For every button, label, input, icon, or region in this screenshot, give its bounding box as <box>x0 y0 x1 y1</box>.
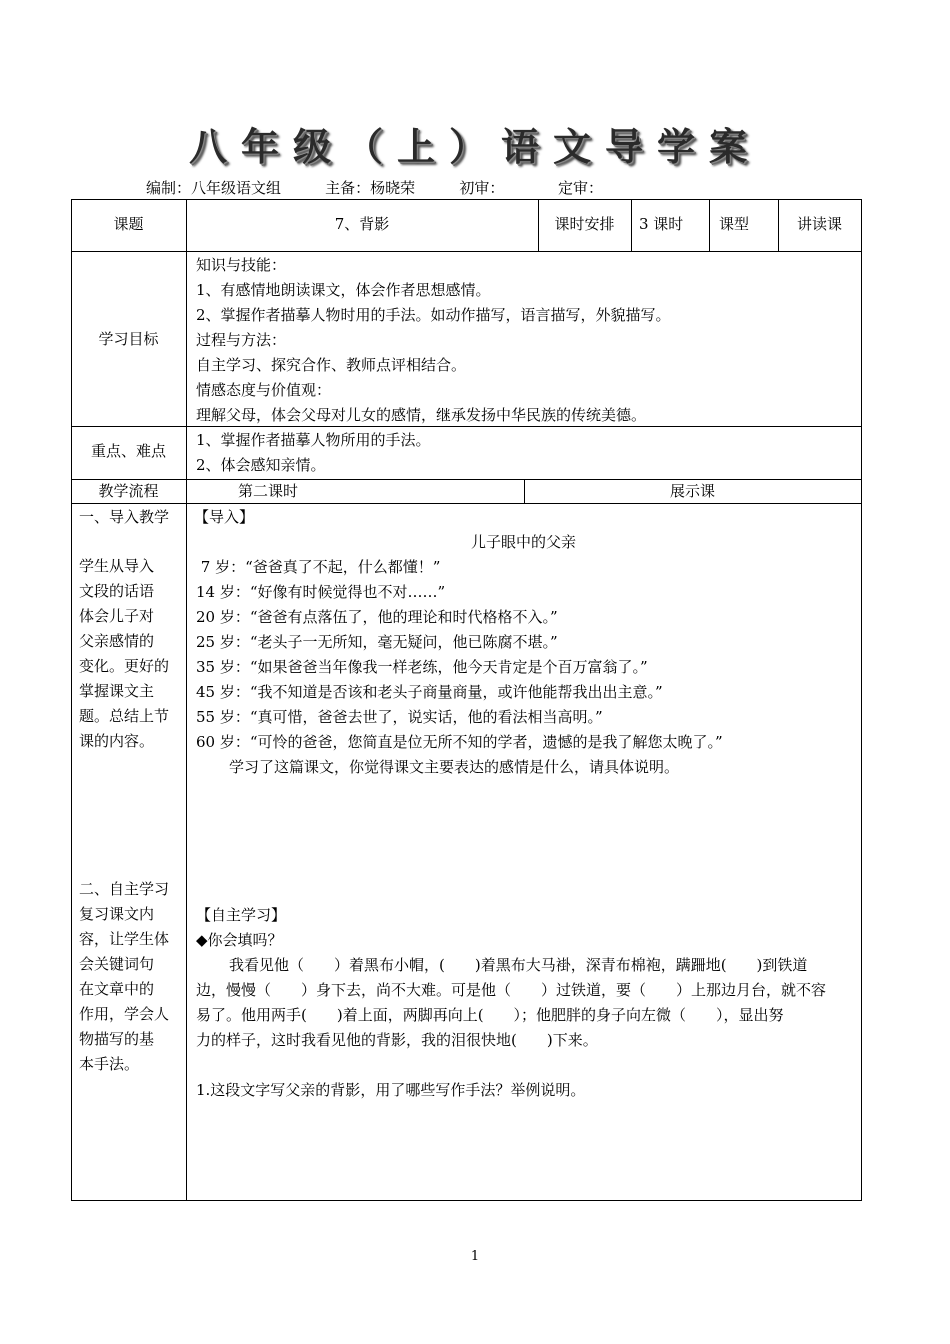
row-divider <box>71 251 862 252</box>
quote-line: 35 岁：“如果爸爸当年像我一样老练，他今天肯定是个百万富翁了。” <box>196 658 648 676</box>
first-review-label: 初审： <box>459 179 505 197</box>
quote-line: 14 岁：“好像有时候觉得也不对……” <box>196 583 446 601</box>
note-line: 文段的话语 <box>79 582 155 600</box>
goals-line: 情感态度与价值观： <box>196 381 332 399</box>
col-divider <box>709 199 710 251</box>
quote-line: 45 岁：“我不知道是否该和老头子商量商量，或许他能帮我出出主意。” <box>196 683 663 701</box>
quote-line: 60 岁：“可怜的爸爸，您简直是位无所不知的学者，遗憾的是我了解您太晚了。” <box>196 733 723 751</box>
note-line: 体会儿子对 <box>79 607 155 625</box>
note-line: 学生从导入 <box>79 557 155 575</box>
quote-line: 20 岁：“爸爸有点落伍了，他的理论和时代格格不入。” <box>196 608 558 626</box>
self-study-heading: 【自主学习】 <box>196 906 287 924</box>
final-review-label: 定审： <box>558 179 604 197</box>
note-line: 容，让学生体 <box>79 930 170 948</box>
note-line: 题。总结上节 <box>79 707 170 725</box>
note-line: 本手法。 <box>79 1055 140 1073</box>
topic-value: 7、背影 <box>334 215 390 233</box>
page-number: 1 <box>470 1249 480 1264</box>
section-2-title: 二、自主学习 <box>79 880 170 898</box>
goals-line: 过程与方法： <box>196 331 287 349</box>
type-label: 课型 <box>719 215 750 233</box>
topic-label: 课题 <box>113 215 144 233</box>
goals-line: 1、有感情地朗读课文，体会作者思想感情。 <box>196 281 491 299</box>
goals-line: 2、掌握作者描摹人物时用的手法。如动作描写，语言描写，外貌描写。 <box>196 306 671 324</box>
editor-label: 编制：八年级语文组 <box>146 179 282 197</box>
key-points-label: 重点、难点 <box>90 442 166 460</box>
goals-label: 学习目标 <box>98 330 159 348</box>
passage-line: 边，慢慢（ ）身下去，尚不大难。可是他（ ）过铁道，要（ ）上那边月台，就不容 <box>196 981 827 999</box>
header-meta <box>146 177 609 198</box>
table-border-top <box>71 199 862 200</box>
goals-line: 自主学习、探究合作、教师点评相结合。 <box>196 356 467 374</box>
fill-in-prompt: ◆你会填吗？ <box>196 931 283 949</box>
quote-line: 25 岁：“老头子一无所知，毫无疑问，他已陈腐不堪。” <box>196 633 558 651</box>
goals-line: 知识与技能： <box>196 256 287 274</box>
type-value: 讲读课 <box>796 215 842 233</box>
study-question-1: 1.这段文字写父亲的背影，用了哪些写作手法？举例说明。 <box>196 1081 586 1099</box>
lesson-type: 展示课 <box>669 482 715 500</box>
passage-line: 易了。他用两手( )着上面，两脚再向上( ）；他肥胖的身子向左微（ ），显出努 <box>196 1006 784 1024</box>
section-2-notes <box>79 902 169 1077</box>
passage-line: 力的样子，这时我看见他的背影，我的泪很快地( )下来。 <box>196 1031 598 1049</box>
table-border-bottom <box>71 1200 862 1201</box>
note-line: 掌握课文主 <box>79 682 155 700</box>
key-point-line: 1、掌握作者描摹人物所用的手法。 <box>196 431 431 449</box>
goals-line: 理解父母，体会父母对儿女的感情，继承发扬中华民族的传统美德。 <box>196 406 647 424</box>
note-line: 课的内容。 <box>79 732 155 750</box>
schedule-value: 3 课时 <box>639 215 684 233</box>
section-1-title: 一、导入教学 <box>79 508 170 526</box>
note-line: 在文章中的 <box>79 980 155 998</box>
intro-subtitle: 儿子眼中的父亲 <box>470 533 576 551</box>
note-line: 变化。更好的 <box>79 657 170 675</box>
note-line: 作用，学会人 <box>79 1005 170 1023</box>
key-point-line: 2、体会感知亲情。 <box>196 456 326 474</box>
intro-quotes <box>196 555 723 755</box>
passage-line: 我看见他（ ）着黑布小帽，( )着黑布大马褂，深青布棉袍，蹒跚地( )到铁道 <box>229 956 808 974</box>
preparer-label: 主备：杨晓荣 <box>325 179 416 197</box>
note-line: 父亲感情的 <box>79 632 155 650</box>
section-1-notes <box>79 554 169 754</box>
lesson-table <box>71 199 862 1201</box>
col-divider <box>631 199 632 251</box>
page-title: 八年级（上）语文导学案 <box>188 125 761 169</box>
table-border-right <box>861 199 862 1201</box>
col-divider <box>186 199 187 1201</box>
flow-label: 教学流程 <box>98 482 159 500</box>
quote-line: 7 岁：“爸爸真了不起，什么都懂！” <box>196 558 441 576</box>
note-line: 复习课文内 <box>79 905 155 923</box>
schedule-label: 课时安排 <box>554 215 615 233</box>
intro-heading: 【导入】 <box>194 508 255 526</box>
lesson-number: 第二课时 <box>238 482 299 500</box>
note-line: 物描写的基 <box>79 1030 155 1048</box>
note-line: 会关键词句 <box>79 955 155 973</box>
goals-list <box>196 253 671 428</box>
intro-question: 学习了这篇课文，你觉得课文主要表达的感情是什么，请具体说明。 <box>229 758 680 776</box>
quote-line: 55 岁：“真可惜，爸爸去世了，说实话，他的看法相当高明。” <box>196 708 603 726</box>
